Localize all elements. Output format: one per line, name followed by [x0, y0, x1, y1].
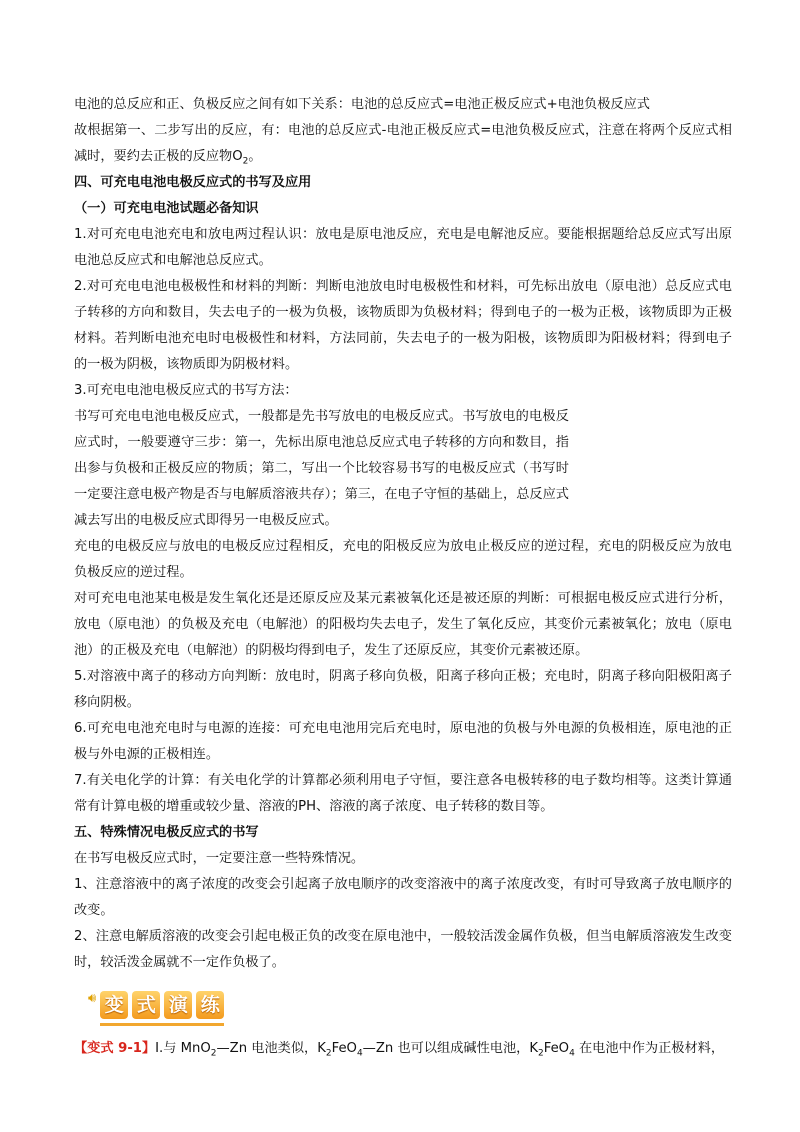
paragraph: 5.对溶液中离子的移动方向判断：放电时，阴离子移向负极，阳离子移向正极；充电时，阴离子移向阳极阳离子移向阴极。	[74, 669, 732, 710]
paragraph: 6.可充电电池充电时与电源的连接：可充电电池用完后充电时，原电池的负极与外电源的负极相连，原电池的正极与外电源的正极相连。	[74, 721, 732, 762]
paragraph: 对可充电电池某电极是发生氧化还是还原反应及某元素被氧化还是被还原的判断：可根据电极反应式进行分析，放电（原电池）的负极及充电（电解池）的阳极均失去电子，发生了氧化反应，其变价元素被氧化；放电（原电池）的正极及充电（电解池）的阴极均得到电子，发生了还原反应，其变价元素被还原。	[74, 591, 732, 658]
document-body	[74, 92, 732, 1062]
paragraph: 2、注意电解质溶液的改变会引起电极正负的改变在原电池中，一般较活泼金属作负极，但当电解质溶液发生改变时，较活泼金属就不一定作负极了。	[74, 929, 732, 970]
banner-tiles	[100, 991, 224, 1026]
paragraph: 在书写电极反应式时，一定要注意一些特殊情况。	[74, 851, 365, 866]
paragraph: 充电的电极反应与放电的电极反应过程相反，充电的阳极反应为放电止极反应的逆过程，充电的阴极反应为放电负极反应的逆过程。	[74, 539, 732, 580]
paragraph: 7.有关电化学的计算：有关电化学的计算都必须利用电子守恒，要注意各电极转移的电子数均相等。这类计算通常有计算电极的增重或较少量、溶液的PH、溶液的离子浓度、电子转移的数目等。	[74, 773, 732, 814]
banner-char: 式	[132, 991, 160, 1019]
paragraph: 3.可充电电池电极反应式的书写方法：	[74, 383, 298, 398]
subsection-heading: （一）可充电电池试题必备知识	[74, 201, 259, 216]
paragraph: 2.对可充电电池电极极性和材料的判断：判断电池放电时电极极性和材料，可先标出放电（原电池）总反应式电子转移的方向和数目，失去电子的一极为负极，该物质即为负极材料；得到电子的一极为正极，该物质即为正极材料。若判断电池充电时电极极性和材料，方法同前，失去电子的一极为阳极，该物质即为阳极材料；得到电子的一极为阴极，该物质即为阴极材料。	[74, 279, 732, 372]
paragraph: 1.对可充电电池充电和放电两过程认识：放电是原电池反应，充电是电解池反应。要能根据题给总反应式写出原电池总反应式和电解池总反应式。	[74, 227, 732, 268]
exercise-line: 【变式 9-1】Ⅰ.与 MnO$_2$—Zn 电池类似，$K_2FeO_4—Zn$ 也可以组成碱性电池，$K_2FeO_4$ 在电池中作为正极材料，	[74, 1041, 725, 1059]
exercise-label: 【变式 9-1】	[74, 1041, 156, 1056]
section-heading: 五、特殊情况电极反应式的书写	[74, 825, 259, 840]
paragraph: 1、注意溶液中的离子浓度的改变会引起离子放电顺序的改变溶液中的离子浓度改变，有时可导致离子放电顺序的改变。	[74, 877, 732, 918]
banner-char: 演	[164, 991, 192, 1019]
banner-char: 变	[100, 991, 128, 1019]
speaker-icon: 🔊︎	[88, 991, 97, 1006]
section-heading: 四、可充电电池电极反应式的书写及应用	[74, 175, 312, 190]
exercise-banner	[88, 986, 732, 1030]
banner-char: 练	[196, 991, 224, 1019]
paragraph: 故根据第一、二步写出的反应，有：电池的总反应式-电池正极反应式=电池负极反应式，注意在将两个反应式相减时，要约去正极的反应物$O_2$。	[74, 123, 732, 167]
paragraph: 电池的总反应和正、负极反应之间有如下关系：电池的总反应式=电池正极反应式+电池负极反应式	[74, 97, 650, 112]
paragraph: 书写可充电电池电极反应式，一般都是先书写放电的电极反应式。书写放电的电极反应式时，一般要遵守三步：第一，先标出原电池总反应式电子转移的方向和数目，指出参与负极和正极反应的物质；第二，写出一个比较容易书写的电极反应式（书写时一定要注意电极产物是否与电解质溶液共存）；第三，在电子守恒的基础上，总反应式减去写出的电极反应式即得另一电极反应式。	[74, 409, 569, 528]
